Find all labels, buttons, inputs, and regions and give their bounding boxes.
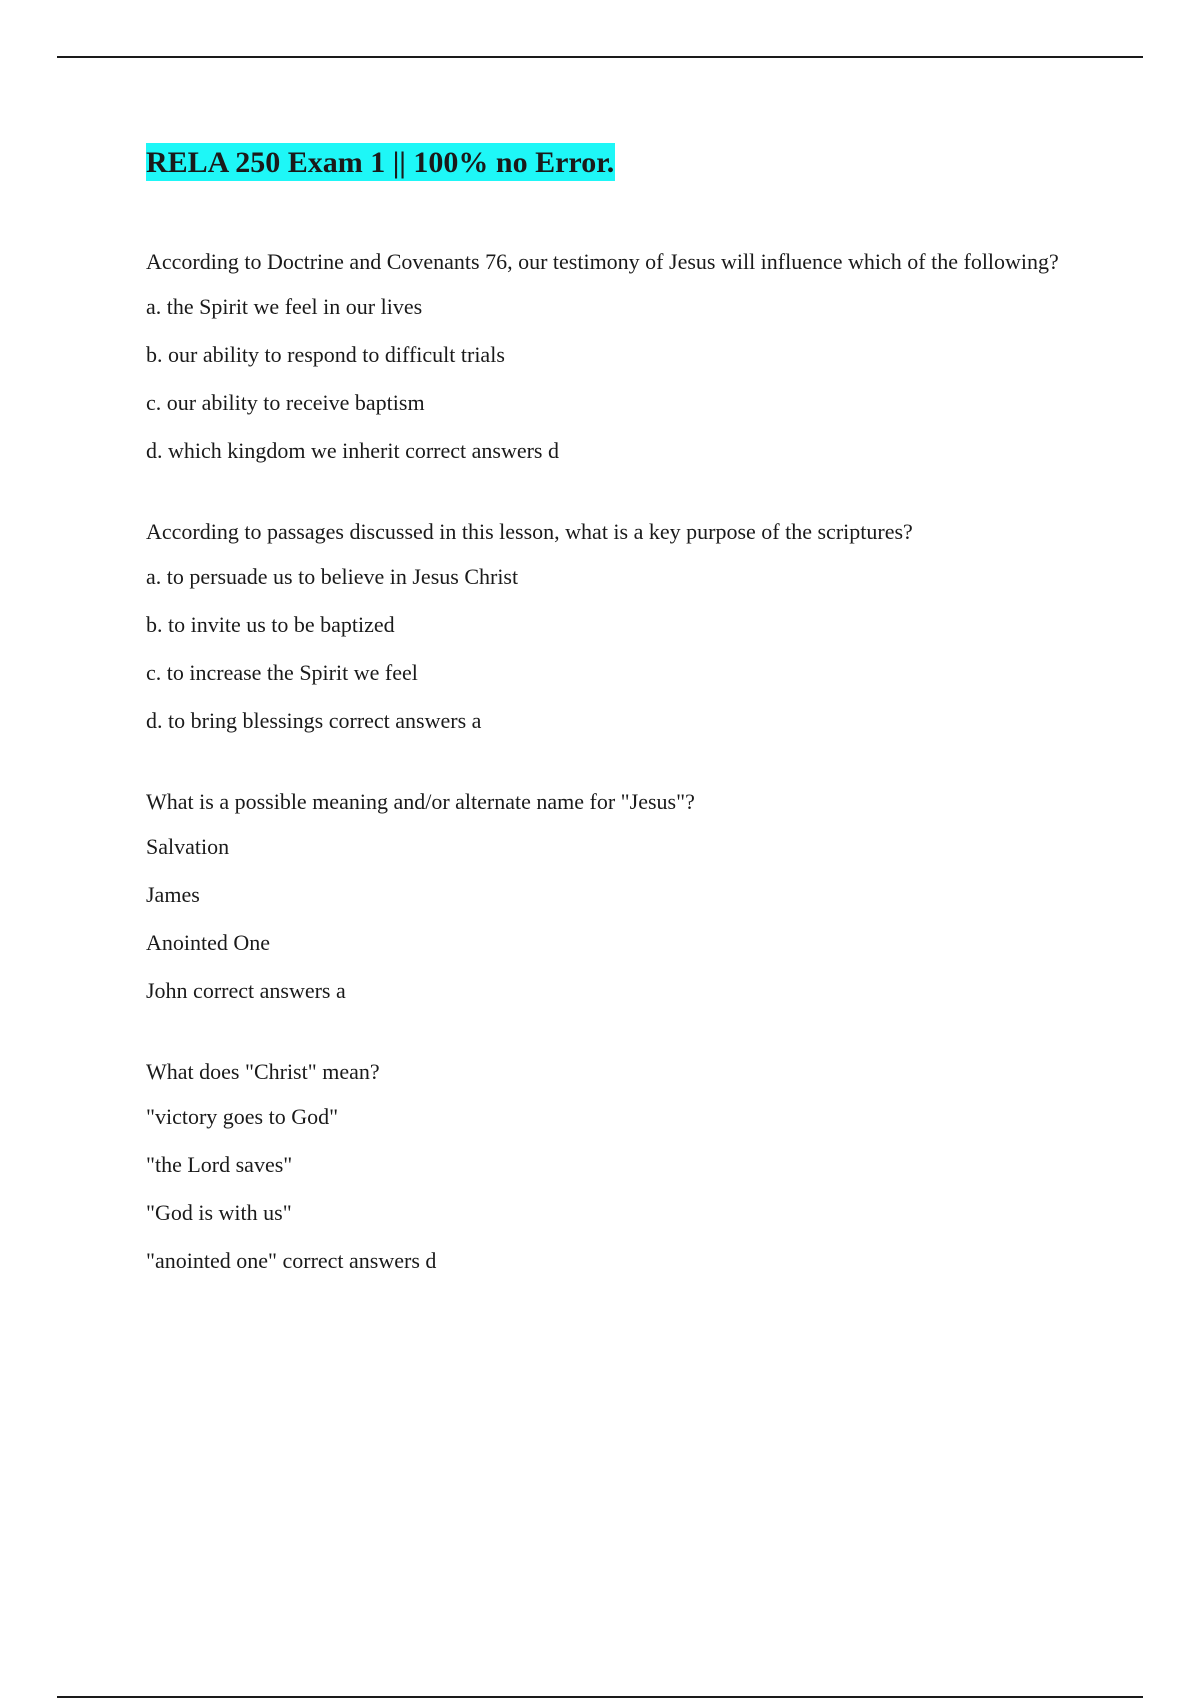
question-text: What does "Christ" mean? — [146, 1059, 380, 1084]
question-block — [146, 785, 1066, 1007]
answer-option: "the Lord saves" — [146, 1152, 293, 1177]
question-list — [146, 245, 1066, 1277]
answer-option: John correct answers a — [146, 978, 346, 1003]
answer-option: a. the Spirit we feel in our lives — [146, 294, 423, 319]
footer-rule — [57, 1696, 1143, 1698]
question-block — [146, 515, 1066, 737]
answer-option: James — [146, 882, 200, 907]
answer-option: c. our ability to receive baptism — [146, 390, 425, 415]
answer-option: c. to increase the Spirit we feel — [146, 660, 418, 685]
answer-option: d. which kingdom we inherit correct answers d — [146, 438, 559, 463]
answer-option: a. to persuade us to believe in Jesus Christ — [146, 564, 519, 589]
answer-option: d. to bring blessings correct answers a — [146, 708, 482, 733]
answer-option: Anointed One — [146, 930, 271, 955]
answer-option: "anointed one" correct answers d — [146, 1248, 437, 1273]
answer-option: "victory goes to God" — [146, 1104, 339, 1129]
answer-option: "God is with us" — [146, 1200, 292, 1225]
answer-option: b. our ability to respond to difficult trials — [146, 342, 505, 367]
question-text: According to Doctrine and Covenants 76, our testimony of Jesus will influence which of the following? — [146, 249, 1059, 274]
answer-option: Salvation — [146, 834, 230, 859]
question-block — [146, 245, 1066, 467]
question-text: According to passages discussed in this lesson, what is a key purpose of the scriptures? — [146, 519, 913, 544]
header-rule — [57, 56, 1143, 58]
document-title: RELA 250 Exam 1 || 100% no Error. — [146, 143, 615, 181]
answer-option: b. to invite us to be baptized — [146, 612, 395, 637]
document-body — [146, 143, 1066, 1325]
question-text: What is a possible meaning and/or alternate name for "Jesus"? — [146, 789, 695, 814]
question-block — [146, 1055, 1066, 1277]
